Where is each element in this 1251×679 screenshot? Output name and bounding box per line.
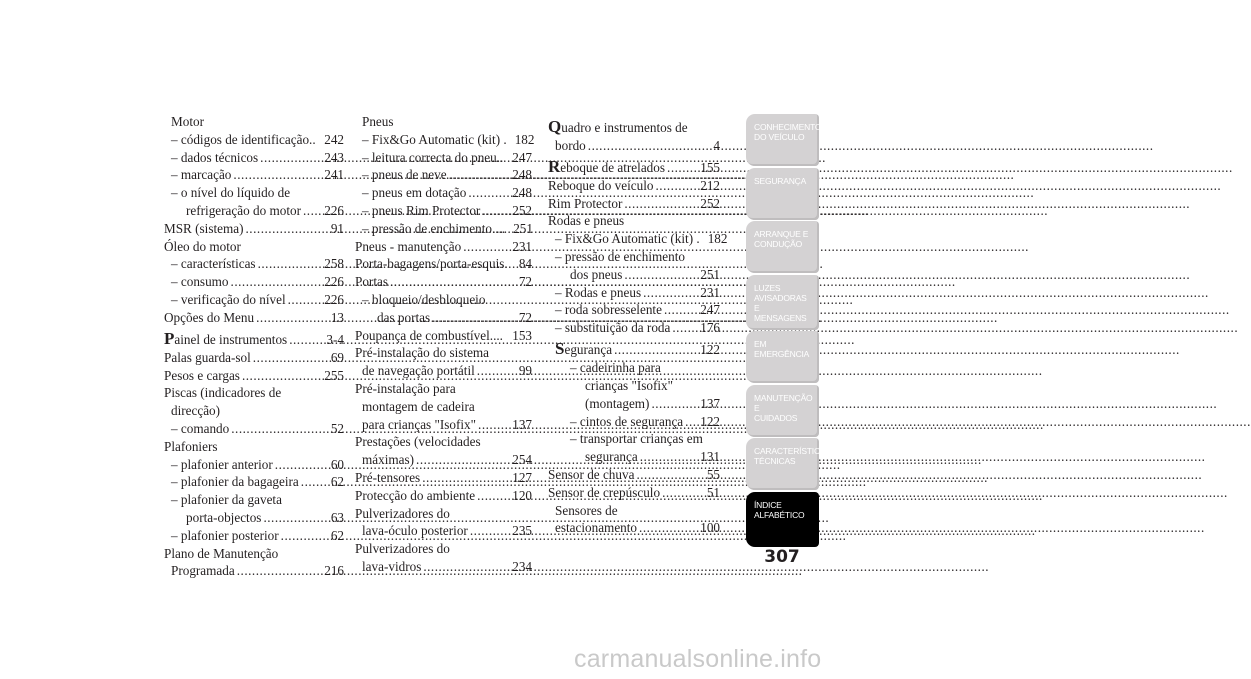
entry-label: – substituição da roda	[555, 320, 671, 336]
page-ref: 241	[324, 167, 344, 183]
index-entry	[355, 256, 532, 272]
page-ref: 52	[330, 420, 344, 436]
page-ref: 62	[330, 527, 344, 543]
chapter-tab[interactable]	[746, 221, 819, 273]
index-entry	[548, 414, 720, 430]
entry-label: Sensores de	[555, 502, 618, 518]
index-entry	[548, 285, 720, 301]
index-entry	[548, 396, 720, 412]
entry-label: bordo	[555, 137, 586, 153]
entry-label: Quadro e instrumentos de	[548, 117, 688, 136]
entry-label: – Fix&Go Automatic (kit) .	[555, 231, 700, 247]
page-ref: 231	[700, 284, 720, 300]
page-ref: 243	[324, 149, 344, 165]
entry-label: Reboque do veículo	[548, 177, 654, 193]
index-entry	[164, 256, 344, 272]
entry-label: direcção)	[171, 403, 221, 419]
entry-label: – cadeirinha para	[570, 360, 661, 376]
chapter-tab-label: CONDUÇÃO	[754, 239, 802, 249]
index-entry	[355, 470, 532, 486]
dot-leader	[260, 150, 322, 166]
index-entry-line	[355, 506, 532, 522]
index-entry	[355, 131, 535, 148]
entry-label: Pesos e cargas	[164, 367, 240, 383]
entry-label: – pressão de enchimento	[555, 248, 686, 264]
entry-label: Painel de instrumentos	[164, 328, 288, 348]
chapter-tab-label: DO VEÍCULO	[754, 132, 805, 142]
page-ref: 226	[324, 202, 344, 218]
page-ref: 182	[707, 231, 728, 247]
chapter-tab-label: ARRANQUE E	[754, 229, 809, 239]
index-entry-line	[164, 492, 344, 508]
index-entry	[164, 274, 344, 290]
page-ref: 4	[713, 137, 720, 153]
entry-label: Pulverizadores do	[355, 541, 450, 557]
index-entry	[164, 350, 344, 366]
dot-leader	[463, 239, 510, 255]
chapter-tab-label: CUIDADOS	[754, 412, 798, 423]
index-entry-line	[164, 239, 344, 255]
entry-label: crianças "Isofix"	[585, 377, 674, 393]
drop-cap: P	[164, 328, 175, 348]
chapter-tab-label: LUZES	[754, 282, 781, 293]
entry-label: Pré-instalação do sistema	[355, 345, 490, 361]
page-ref: 137	[512, 416, 532, 432]
chapter-tab[interactable]	[746, 275, 819, 330]
dot-leader	[639, 520, 698, 536]
entry-label: Protecção do ambiente	[355, 487, 476, 503]
index-entry-line	[355, 381, 532, 397]
index-entry	[164, 457, 344, 473]
entry-label: porta-objectos	[186, 509, 262, 525]
drop-cap: S	[555, 339, 565, 359]
dot-leader	[303, 203, 322, 219]
entry-label: MSR (sistema)	[164, 220, 244, 236]
index-entry-line	[548, 213, 720, 229]
entry-label: – características	[171, 256, 256, 272]
chapter-tab-label: MANUTENÇÃO E	[754, 392, 813, 413]
index-entry	[164, 310, 344, 326]
dot-leader	[253, 350, 329, 366]
page-ref: 131	[700, 449, 720, 465]
dot-leader	[422, 470, 510, 486]
page-ref: 231	[512, 238, 532, 254]
dot-leader	[477, 488, 510, 504]
index-entry-line	[355, 114, 532, 130]
index-entry	[355, 221, 532, 237]
index-entry	[164, 563, 344, 579]
index-entry	[164, 368, 344, 384]
index-entry	[548, 302, 720, 318]
dot-leader	[624, 267, 698, 283]
page-ref: 212	[700, 177, 720, 193]
watermark: carmanualsonline.info	[574, 645, 822, 673]
chapter-tab[interactable]	[746, 331, 819, 383]
page-ref: 84	[518, 256, 532, 272]
dot-leader	[275, 457, 329, 473]
dot-leader	[643, 285, 698, 301]
index-entry-line	[164, 439, 344, 455]
dot-leader	[237, 563, 323, 579]
index-entry	[355, 523, 532, 539]
chapter-tab-label: ÍNDICE	[754, 499, 782, 510]
index-entry	[164, 421, 344, 437]
index-entry	[355, 452, 532, 468]
index-entry	[164, 167, 344, 183]
index-entry-line	[164, 185, 344, 201]
entry-label: estacionamento	[555, 520, 638, 536]
index-entry-line	[355, 399, 532, 415]
index-entry-line	[164, 114, 344, 130]
index-entry	[548, 467, 720, 483]
dot-leader	[655, 178, 698, 194]
dot-leader	[246, 221, 329, 237]
index-column-2	[355, 114, 535, 577]
page-ref: 60	[330, 456, 344, 472]
page-ref: 153	[512, 327, 532, 343]
chapter-tab[interactable]	[746, 438, 831, 490]
dot-leader	[685, 414, 698, 430]
entry-label: – consumo	[171, 274, 229, 290]
index-entry-line	[548, 378, 720, 394]
page-ref: 176	[700, 320, 720, 336]
index-entry	[355, 239, 532, 255]
index-entry	[548, 178, 720, 194]
page-ref: 182	[514, 131, 535, 147]
entry-label: Plano de Manutenção	[164, 545, 279, 561]
dot-leader	[258, 256, 323, 272]
page-ref: 252	[512, 202, 532, 218]
entry-label: – pneus Rim Protector	[362, 202, 481, 218]
chapter-tabs	[746, 114, 831, 548]
chapter-tab[interactable]	[746, 168, 819, 220]
entry-label: Pré-instalação para	[355, 380, 456, 396]
entry-label: – Rodas e pneus	[555, 284, 642, 300]
entry-label: Rim Protector	[548, 195, 623, 211]
page-ref: 155	[700, 160, 720, 175]
page-ref: 252	[700, 195, 720, 211]
dot-leader	[636, 467, 704, 483]
chapter-tab-label: ALFABÉTICO	[754, 509, 805, 520]
index-entry-line	[355, 541, 532, 557]
page-ref: 248	[512, 185, 532, 201]
index-entry	[355, 203, 532, 219]
entry-label: Pneus	[362, 114, 394, 129]
entry-label: – roda sobresselente	[555, 302, 662, 318]
dot-leader	[664, 302, 698, 318]
entry-label: Opções do Menu	[164, 309, 255, 325]
page-ref: 120	[512, 487, 532, 503]
index-entry-line	[355, 434, 532, 450]
entry-label: – códigos de identificação..	[171, 131, 316, 147]
page-ref: 72	[518, 309, 532, 325]
index-entry-line	[355, 345, 532, 361]
chapter-tab[interactable]	[746, 385, 819, 437]
index-entry	[548, 231, 728, 247]
dot-leader	[289, 332, 324, 348]
page-ref: 226	[324, 274, 344, 290]
entry-label: Sensor de chuva	[548, 466, 635, 482]
entry-label: Reboque de atrelados	[548, 157, 666, 176]
entry-label: de navegação portátil	[362, 363, 475, 379]
dot-leader	[588, 138, 712, 154]
index-entry	[548, 267, 720, 283]
index-entry	[355, 559, 532, 575]
index-column-3	[548, 114, 728, 538]
dot-leader	[449, 167, 511, 183]
dot-leader	[256, 310, 329, 326]
dot-leader	[281, 528, 329, 544]
entry-label: montagem de cadeira	[362, 398, 475, 414]
page-ref: 226	[324, 291, 344, 307]
entry-label: Pré-tensores	[355, 469, 421, 485]
entry-label: das portas	[377, 309, 431, 325]
page-ref: 69	[330, 349, 344, 365]
entry-label: Prestações (velocidades	[355, 434, 481, 450]
dot-leader	[242, 368, 322, 384]
page-ref: 3-4	[326, 331, 344, 347]
index-entry	[355, 363, 532, 379]
page-ref: 137	[700, 395, 720, 411]
entry-label: Motor	[171, 114, 204, 129]
page-ref: 55	[706, 466, 720, 482]
entry-label: – plafonier posterior	[171, 527, 279, 543]
index-entry-line	[548, 249, 720, 265]
entry-label: – comando	[171, 420, 230, 436]
index-entry	[355, 417, 532, 433]
index-entry	[355, 167, 532, 183]
entry-label: – bloqueio/desbloqueio	[362, 291, 486, 307]
entry-label: Poupança de combustível....	[355, 327, 503, 343]
index-entry	[164, 203, 344, 219]
entry-label: – pneus em dotação	[362, 185, 467, 201]
entry-label: Porta-bagagens/porta-esquis.	[355, 256, 508, 272]
chapter-tab-label: SEGURANÇA	[754, 175, 807, 186]
chapter-tab-label: AVISADORAS E	[754, 292, 807, 313]
dot-leader	[624, 196, 698, 212]
chapter-tab[interactable]	[746, 492, 819, 547]
index-entry	[164, 528, 344, 544]
chapter-tab-label: CONHECIMENTO	[754, 122, 822, 132]
dot-leader	[470, 523, 510, 539]
dot-leader	[672, 320, 698, 336]
page-ref: 248	[512, 167, 532, 183]
index-entry	[164, 150, 344, 166]
page-ref: 72	[518, 274, 532, 290]
entry-label: – dados técnicos	[171, 149, 259, 165]
dot-leader	[288, 292, 323, 308]
entry-label: para crianças "Isofix"	[362, 416, 477, 432]
index-entry-line	[548, 431, 720, 447]
entry-label: Óleo do motor	[164, 238, 241, 254]
page-ref: 63	[330, 509, 344, 525]
dot-leader	[640, 449, 699, 465]
page-ref: 122	[700, 413, 720, 429]
entry-label: Segurança	[555, 339, 613, 359]
dot-leader	[432, 310, 517, 326]
index-entry-line	[164, 403, 344, 419]
entry-label: – pressão de enchimento....	[362, 220, 506, 236]
index-entry	[548, 485, 720, 501]
index-entry	[164, 510, 344, 526]
entry-label: – cintos de segurança	[570, 413, 684, 429]
page-ref: 91	[330, 220, 344, 236]
index-column-1	[164, 114, 344, 581]
dot-leader	[614, 342, 698, 358]
dot-leader	[231, 274, 323, 290]
drop-cap: Q	[548, 117, 562, 136]
dot-leader	[233, 167, 322, 183]
page-ref: 51	[706, 484, 720, 500]
index-entry	[164, 328, 344, 348]
entry-label: máximas)	[362, 452, 415, 468]
index-entry	[355, 310, 532, 326]
entry-label: Programada	[171, 563, 235, 579]
dot-leader	[478, 417, 510, 433]
dot-leader	[416, 452, 510, 468]
dot-leader	[482, 203, 510, 219]
index-entry-line	[164, 546, 344, 562]
entry-label: Portas	[355, 274, 388, 290]
index-entry	[164, 221, 344, 237]
page-ref: 122	[700, 342, 720, 358]
page-ref: 258	[324, 256, 344, 272]
index-entry	[164, 474, 344, 490]
page-ref: 251	[513, 220, 533, 236]
dot-leader	[477, 363, 517, 379]
page-number: 307	[764, 547, 800, 567]
index-entry	[548, 119, 720, 136]
index-entry	[548, 341, 720, 358]
entry-label: Plafoniers	[164, 438, 218, 454]
index-entry	[355, 150, 532, 166]
entry-label: – plafonier anterior	[171, 456, 273, 472]
index-entry	[164, 292, 344, 308]
page-ref: 251	[700, 266, 720, 282]
index-entry-line	[548, 503, 720, 519]
page-ref: 234	[512, 558, 532, 574]
entry-label: segurança	[585, 449, 638, 465]
drop-cap: R	[548, 157, 561, 176]
entry-label: – leitura correcta do pneu..	[362, 149, 504, 165]
entry-label: Sensor de crepúsculo	[548, 484, 661, 500]
dot-leader	[263, 510, 328, 526]
entry-label: lava-vidros	[362, 558, 422, 574]
dot-leader	[651, 396, 698, 412]
index-entry	[548, 449, 720, 465]
page-ref: 13	[330, 309, 344, 325]
page-ref: 62	[330, 474, 344, 490]
page-ref: 100	[700, 520, 720, 536]
page-ref: 216	[324, 563, 344, 579]
index-entry	[164, 132, 344, 148]
chapter-tab-label: MENSAGENS	[754, 312, 807, 323]
index-entry	[548, 520, 720, 536]
index-entry	[548, 320, 720, 336]
page-ref: 255	[324, 367, 344, 383]
page-ref: 254	[512, 452, 532, 468]
index-entry	[355, 328, 532, 344]
entry-label: lava-óculo posterior	[362, 523, 468, 539]
dot-leader	[390, 274, 517, 290]
page-ref: 247	[512, 149, 532, 165]
index-entry	[355, 488, 532, 504]
index-entry	[355, 185, 532, 201]
page-ref: 242	[324, 131, 344, 147]
dot-leader	[468, 185, 510, 201]
entry-label: – plafonier da bagageira	[171, 474, 299, 490]
entry-label: refrigeração do motor	[186, 202, 301, 218]
dot-leader	[667, 160, 698, 176]
entry-label: – pneus de neve	[362, 167, 447, 183]
entry-label: Rodas e pneus	[548, 213, 625, 229]
dot-leader	[423, 559, 510, 575]
page-ref: 235	[512, 523, 532, 539]
page-ref: 247	[700, 302, 720, 318]
entry-label: Pulverizadores do	[355, 505, 450, 521]
entry-label: dos pneus	[570, 266, 623, 282]
chapter-tab-label: TÉCNICAS	[754, 456, 796, 466]
entry-label: – o nível do líquido de	[171, 185, 291, 201]
entry-label: Palas guarda-sol	[164, 349, 251, 365]
dot-leader	[662, 485, 705, 501]
entry-label: – Fix&Go Automatic (kit) .	[362, 131, 507, 147]
chapter-tab-label: EM EMERGÊNCIA	[754, 339, 810, 359]
entry-label: Piscas (indicadores de	[164, 385, 282, 401]
index-entry-line	[164, 385, 344, 401]
page-ref: 127	[512, 469, 532, 485]
entry-label: – verificação do nível	[171, 291, 286, 307]
index-entry	[355, 274, 532, 290]
index-entry	[548, 196, 720, 212]
index-entry-line	[548, 360, 720, 376]
entry-label: – plafonier da gaveta	[171, 492, 282, 508]
dot-leader	[231, 421, 329, 437]
index-entry	[548, 138, 720, 154]
chapter-tab-label: CARACTERÍSTICAS	[754, 446, 831, 456]
dot-leader	[301, 474, 329, 490]
page-ref: 99	[518, 363, 532, 379]
entry-label: – transportar crianças em	[570, 431, 703, 447]
index-entry-line	[355, 292, 532, 308]
chapter-tab[interactable]	[746, 114, 822, 166]
entry-label: – marcação	[171, 167, 232, 183]
entry-label: (montagem)	[585, 395, 650, 411]
entry-label: Pneus - manutenção	[355, 238, 462, 254]
index-entry	[548, 159, 720, 176]
